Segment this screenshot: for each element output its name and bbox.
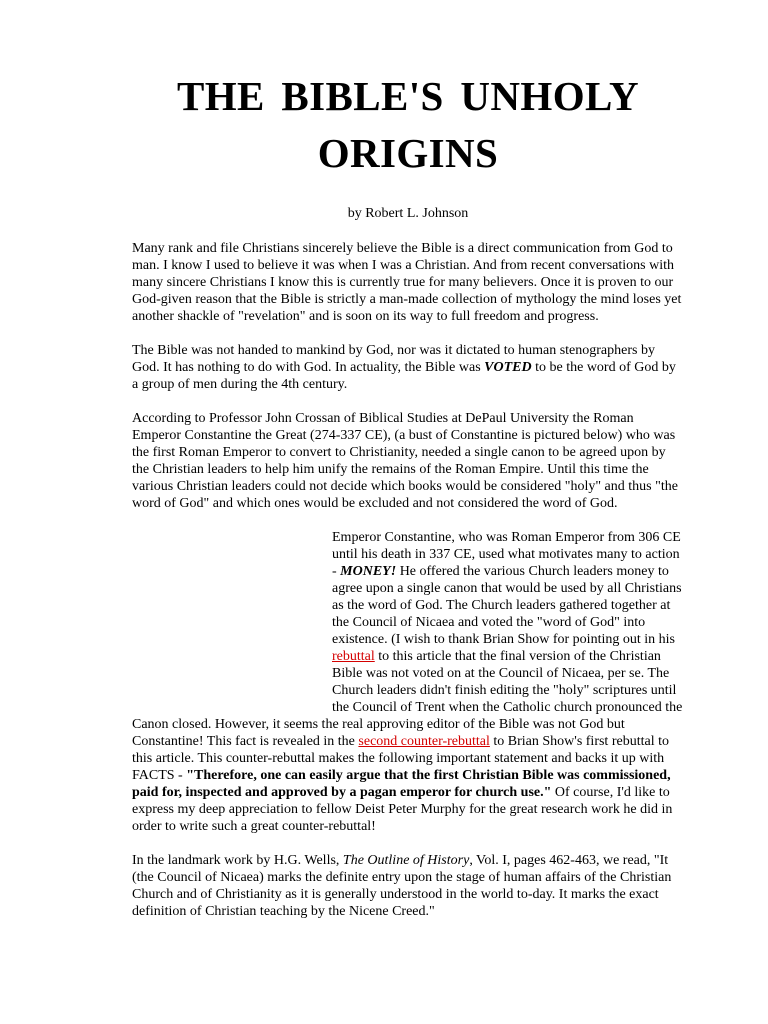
voted-emphasis: VOTED xyxy=(484,360,532,375)
paragraph-5-text-before: In the landmark work by H.G. Wells, xyxy=(132,853,343,868)
document-page xyxy=(132,68,684,920)
quoted-statement-bold: "Therefore, one can easily argue that the first Christian Bible was commissioned, paid for, inspected and approved by a pagan emperor for church use." xyxy=(132,768,671,800)
paragraph-3: According to Professor John Crossan of Biblical Studies at DePaul University the Roman Emperor Constantine the Great (274-337 CE), (a bust of Constantine is pictured below) who was the first Roman Emperor to convert to Christianity, needed a single canon to be agreed upon by the Christian leaders to help him unify the remains of the Roman Empire. Until this time the various Christian leaders could not decide which books would be considered "holy" and thus "the word of God" and which ones would be excluded and not considered the word of God. xyxy=(132,411,678,511)
paragraph-4-text-e: Of course, I'd like to express my deep appreciation to fellow Deist Peter Murphy for the great research work he did in order to write such a great counter-rebuttal! xyxy=(132,785,673,834)
paragraph-4-text-b: He offered the various Church leaders money to agree upon a single canon that would be used by all Christians as the word of God. The Church leaders gathered together at the Council of Nicaea and voted the "word of God" into existence. (I wish to thank Brian Show for pointing out in his xyxy=(332,564,682,647)
paragraph-5 xyxy=(132,852,684,920)
paragraph-2-text-before: The Bible was not handed to mankind by God, nor was it dictated to human stenographers by God. It has nothing to do with God. In actuality, the Bible was xyxy=(132,343,655,375)
document-title: THE BIBLE'S UNHOLY ORIGINS xyxy=(176,73,639,176)
book-title-italic: The Outline of History xyxy=(342,853,470,868)
paragraph-2 xyxy=(132,342,684,393)
paragraph-5-text-after: , Vol. I, pages 462-463, we read, "It (the Council of Nicaea) marks the definite entry upon the stage of human affairs of the Christian Church and of Christianity as it is generally understood in the world to-day. It marks the exact definition of Christian teaching by the Nicene Creed." xyxy=(132,853,672,919)
paragraph-2-text-after: to be the word of God by a group of men during the 4th century. xyxy=(132,360,676,392)
money-emphasis: MONEY! xyxy=(340,564,397,579)
paragraph-1: Many rank and file Christians sincerely believe the Bible is a direct communication from God to man. I know I used to believe it was when I was a Christian. And from recent conversations with many sincere Christians I know this is currently true for many believers. Once it is proven to our God-given reason that the Bible is strictly a man-made collection of mythology the mind loses yet another shackle of "revelation" and is soon on its way to full freedom and progress. xyxy=(132,241,682,324)
image-placeholder-space xyxy=(132,529,332,716)
second-counter-rebuttal-link[interactable]: second counter-rebuttal xyxy=(358,734,490,749)
author-byline: by Robert L. Johnson xyxy=(347,206,469,221)
paragraph-4-text-a: Emperor Constantine, who was Roman Emperor from 306 CE until his death in 337 CE, used what motivates many to action - xyxy=(332,530,681,579)
paragraph-4-text-d: to Brian Show's first rebuttal to this article. This counter-rebuttal makes the following important statement and backs it up with FACTS - xyxy=(132,734,669,783)
paragraph-4 xyxy=(132,529,684,835)
paragraph-4-text-c: to this article that the final version of the Christian Bible was not voted on at the Council of Nicaea, per se. The Church leaders didn't finish editing the "holy" scriptures until the Council of Trent when the Catholic church pronounced the Canon closed. However, it seems the real approving editor of the Bible was not God but Constantine! This fact is revealed in the xyxy=(132,649,683,749)
rebuttal-link[interactable]: rebuttal xyxy=(332,649,375,664)
